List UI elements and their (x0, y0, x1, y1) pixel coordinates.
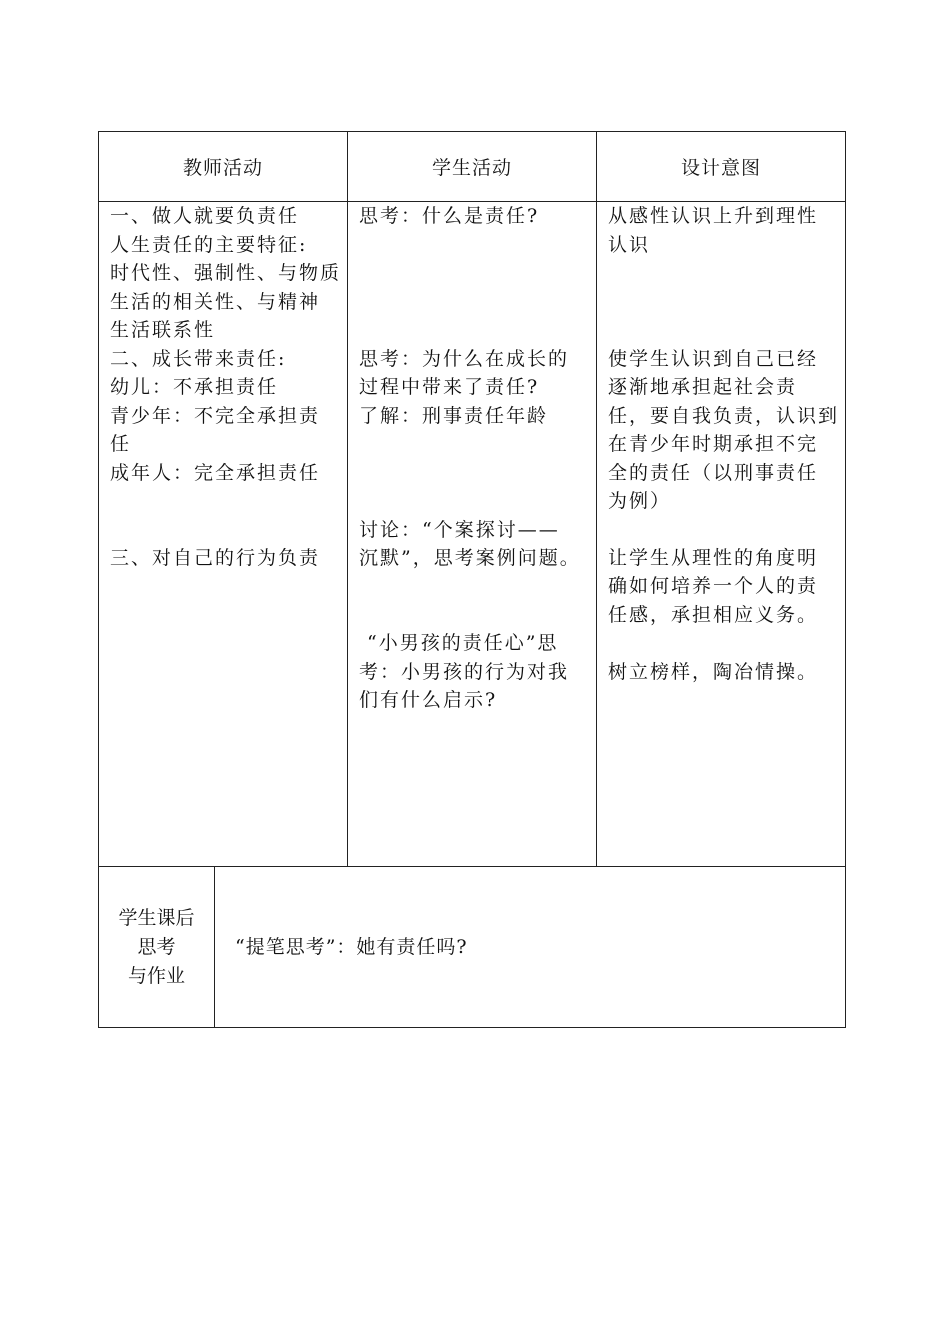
intent-line: 任，要自我负责，认识到 (608, 405, 840, 427)
intent-line: 逐渐地承担起社会责 (608, 376, 798, 398)
student-line: “小男孩的责任心”思 (367, 632, 559, 654)
teacher-line: 任 (110, 433, 132, 455)
lesson-plan-table (98, 131, 846, 1028)
student-line: 了解：刑事责任年龄 (359, 405, 549, 427)
student-line: 思考：为什么在成长的 (359, 348, 570, 370)
intent-line: 确如何培养一个人的责 (608, 575, 819, 597)
teacher-line: 成年人：完全承担责任 (110, 462, 321, 484)
intent-line: 让学生从理性的角度明 (608, 547, 819, 569)
homework-label-line: 学生课后 (118, 906, 195, 929)
intent-line: 使学生认识到自己已经 (608, 348, 819, 370)
header-design-intent: 设计意图 (680, 157, 761, 179)
header-teacher-activity: 教师活动 (182, 157, 263, 179)
teacher-line: 二、成长带来责任: (110, 348, 287, 370)
student-line: 过程中带来了责任? (359, 376, 540, 398)
intent-line: 为例） (608, 490, 672, 512)
intent-line: 任感，承担相应义务。 (608, 604, 819, 626)
intent-line: 全的责任（以刑事责任 (608, 462, 819, 484)
student-line: 们有什么启示? (359, 689, 498, 711)
homework-content: “提笔思考”：她有责任吗? (235, 936, 468, 958)
intent-line: 树立榜样，陶冶情操。 (608, 661, 819, 683)
student-line: 思考：什么是责任? (359, 205, 540, 227)
column-divider-1 (347, 132, 348, 866)
teacher-line: 三、对自己的行为负责 (110, 547, 321, 569)
intent-line: 在青少年时期承担不完 (608, 433, 819, 455)
homework-label-line: 思考 (137, 935, 176, 958)
column-divider-2 (596, 132, 597, 866)
header-student-activity: 学生活动 (431, 157, 512, 179)
homework-label-line: 与作业 (127, 964, 185, 987)
student-line: 沉默”，思考案例问题。 (359, 547, 581, 569)
teacher-line: 幼儿：不承担责任 (110, 376, 279, 398)
homework-column-divider (214, 866, 215, 1028)
teacher-line: 一、做人就要负责任 (110, 205, 300, 227)
teacher-line: 生活联系性 (110, 319, 216, 341)
intent-line: 从感性认识上升到理性 (608, 205, 819, 227)
intent-line: 认识 (608, 234, 651, 256)
student-line: 考：小男孩的行为对我 (359, 661, 570, 683)
teacher-line: 生活的相关性、与精神 (110, 291, 321, 313)
teacher-line: 时代性、强制性、与物质 (110, 262, 342, 284)
student-line: 讨论：“个案探讨—— (359, 519, 560, 541)
teacher-line: 人生责任的主要特征: (110, 234, 308, 256)
teacher-line: 青少年：不完全承担责 (110, 405, 321, 427)
homework-label (99, 866, 214, 1028)
